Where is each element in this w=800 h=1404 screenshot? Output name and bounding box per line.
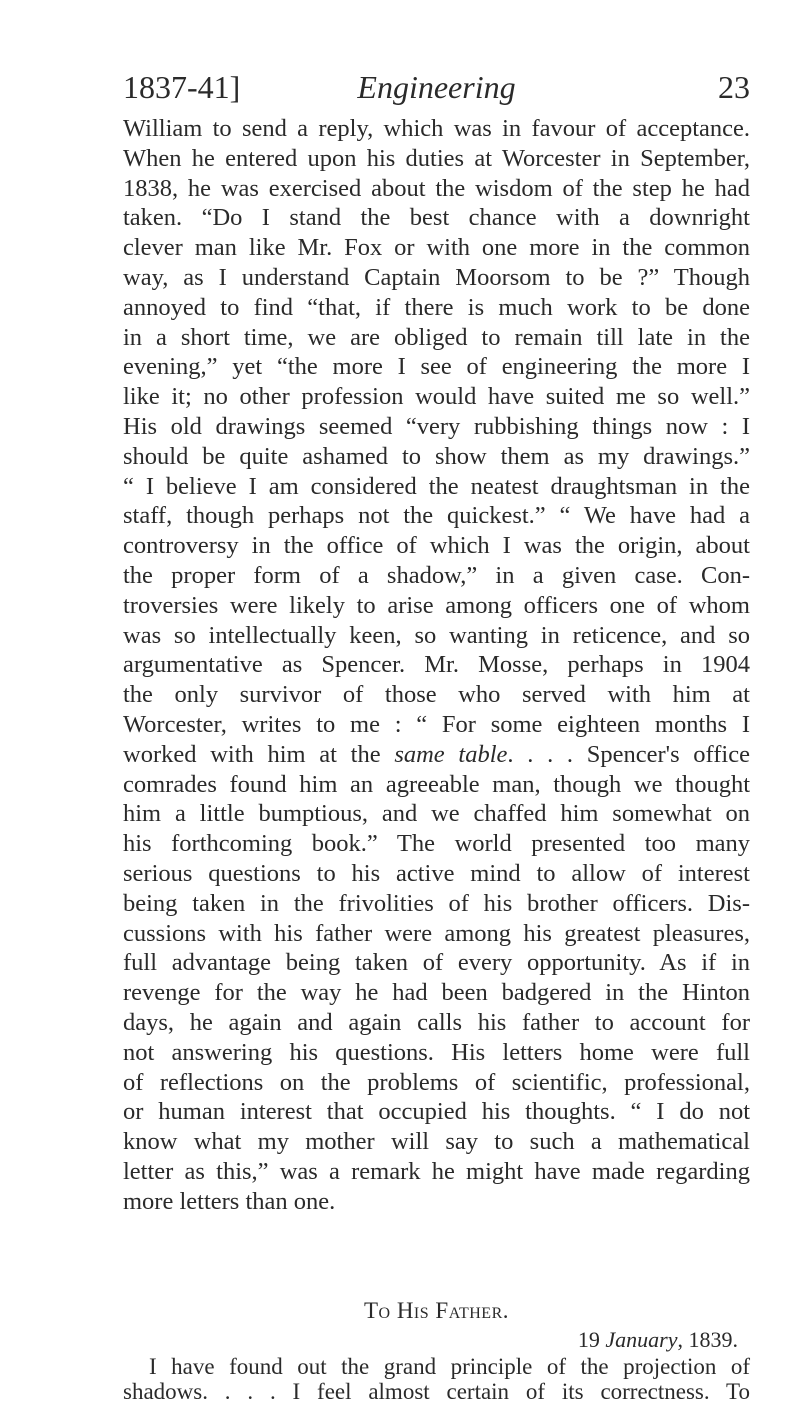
text-line: like it; no other profession would have suited me so well.” xyxy=(123,383,750,411)
text-line: more letters than one. xyxy=(123,1187,336,1215)
text-line: clever man like Mr. Fox or with one more in the common xyxy=(123,234,750,262)
emphasis: same table xyxy=(394,740,508,768)
letter-line: shadows. . . . I feel almost certain of its correctness. To xyxy=(123,1379,750,1404)
letter-line: I have found out the grand principle of the projection of xyxy=(149,1354,750,1379)
letter-heading: To His Father. xyxy=(363,1298,510,1323)
text-line: was so intellectually keen, so wanting in reticence, and so xyxy=(123,621,750,649)
text-line: troversies were likely to arise among officers one of whom xyxy=(123,591,750,619)
text-line: way, as I understand Captain Moorsom to be ?” Though xyxy=(123,263,750,291)
text-line: his forthcoming book.” The world presented too many xyxy=(123,830,750,858)
text-line: letter as this,” was a remark he might have made regarding xyxy=(123,1157,750,1185)
text-line: His old drawings seemed “very rubbishing things now : I xyxy=(123,412,750,440)
text-line: the proper form of a shadow,” in a given case. Con- xyxy=(123,561,750,589)
letter-date-month: January xyxy=(605,1327,678,1352)
text-line: “ I believe I am considered the neatest draughtsman in the xyxy=(123,472,750,500)
text-line: him a little bumptious, and we chaffed him somewhat on xyxy=(123,800,750,828)
letter-date-year: 1839. xyxy=(688,1327,738,1352)
text-line: taken. “Do I stand the best chance with a downright xyxy=(123,204,750,232)
text-line: William to send a reply, which was in favour of acceptance. xyxy=(123,115,750,142)
text-line: days, he again and again calls his father to account for xyxy=(123,1008,750,1036)
text-line: know what my mother will say to such a mathematical xyxy=(123,1128,750,1156)
text-line: evening,” yet “the more I see of engineering the more I xyxy=(123,353,750,381)
running-head xyxy=(123,62,750,112)
text-line: Worcester, writes to me : “ For some eighteen months I xyxy=(123,710,750,738)
page-number: 23 xyxy=(718,69,750,105)
text-line: When he entered upon his duties at Worcester in September, xyxy=(123,144,750,172)
text-line: worked with him at the same table. . . . Spencer's office xyxy=(123,740,750,768)
text-line: argumentative as Spencer. Mr. Mosse, perhaps in 1904 xyxy=(123,651,750,679)
text-line: annoyed to find “that, if there is much work to be done xyxy=(123,293,750,321)
letter-date-day: 19 xyxy=(577,1327,600,1352)
letter-date: 19 January, 1839. xyxy=(577,1327,738,1352)
text-line: revenge for the way he had been badgered in the Hinton xyxy=(123,979,750,1007)
text-line: the only survivor of those who served with him at xyxy=(123,681,750,709)
text-line: being taken in the frivolities of his brother officers. Dis- xyxy=(123,889,750,917)
running-head-chapter-title: Engineering xyxy=(357,69,516,105)
letter-text xyxy=(123,1354,750,1404)
text-line: should be quite ashamed to show them as my drawings.” xyxy=(123,442,750,470)
text-line: in a short time, we are obliged to remain till late in the xyxy=(123,323,750,351)
body-text xyxy=(123,114,750,1216)
running-head-years: 1837-41] xyxy=(123,69,241,105)
text-line: staff, though perhaps not the quickest.” “ We have had a xyxy=(123,502,750,530)
text-line: full advantage being taken of every opportunity. As if in xyxy=(123,949,750,977)
text-line: controversy in the office of which I was the origin, about xyxy=(123,532,750,560)
text-line: cussions with his father were among his greatest pleasures, xyxy=(123,919,750,947)
text-line: not answering his questions. His letters home were full xyxy=(123,1038,750,1066)
text-line: or human interest that occupied his thoughts. “ I do not xyxy=(123,1098,750,1126)
text-line: serious questions to his active mind to allow of interest xyxy=(123,859,750,887)
text-line: 1838, he was exercised about the wisdom of the step he had xyxy=(123,174,750,202)
text-line: of reflections on the problems of scientific, professional, xyxy=(123,1068,750,1096)
text-line: comrades found him an agreeable man, though we thought xyxy=(123,770,750,798)
